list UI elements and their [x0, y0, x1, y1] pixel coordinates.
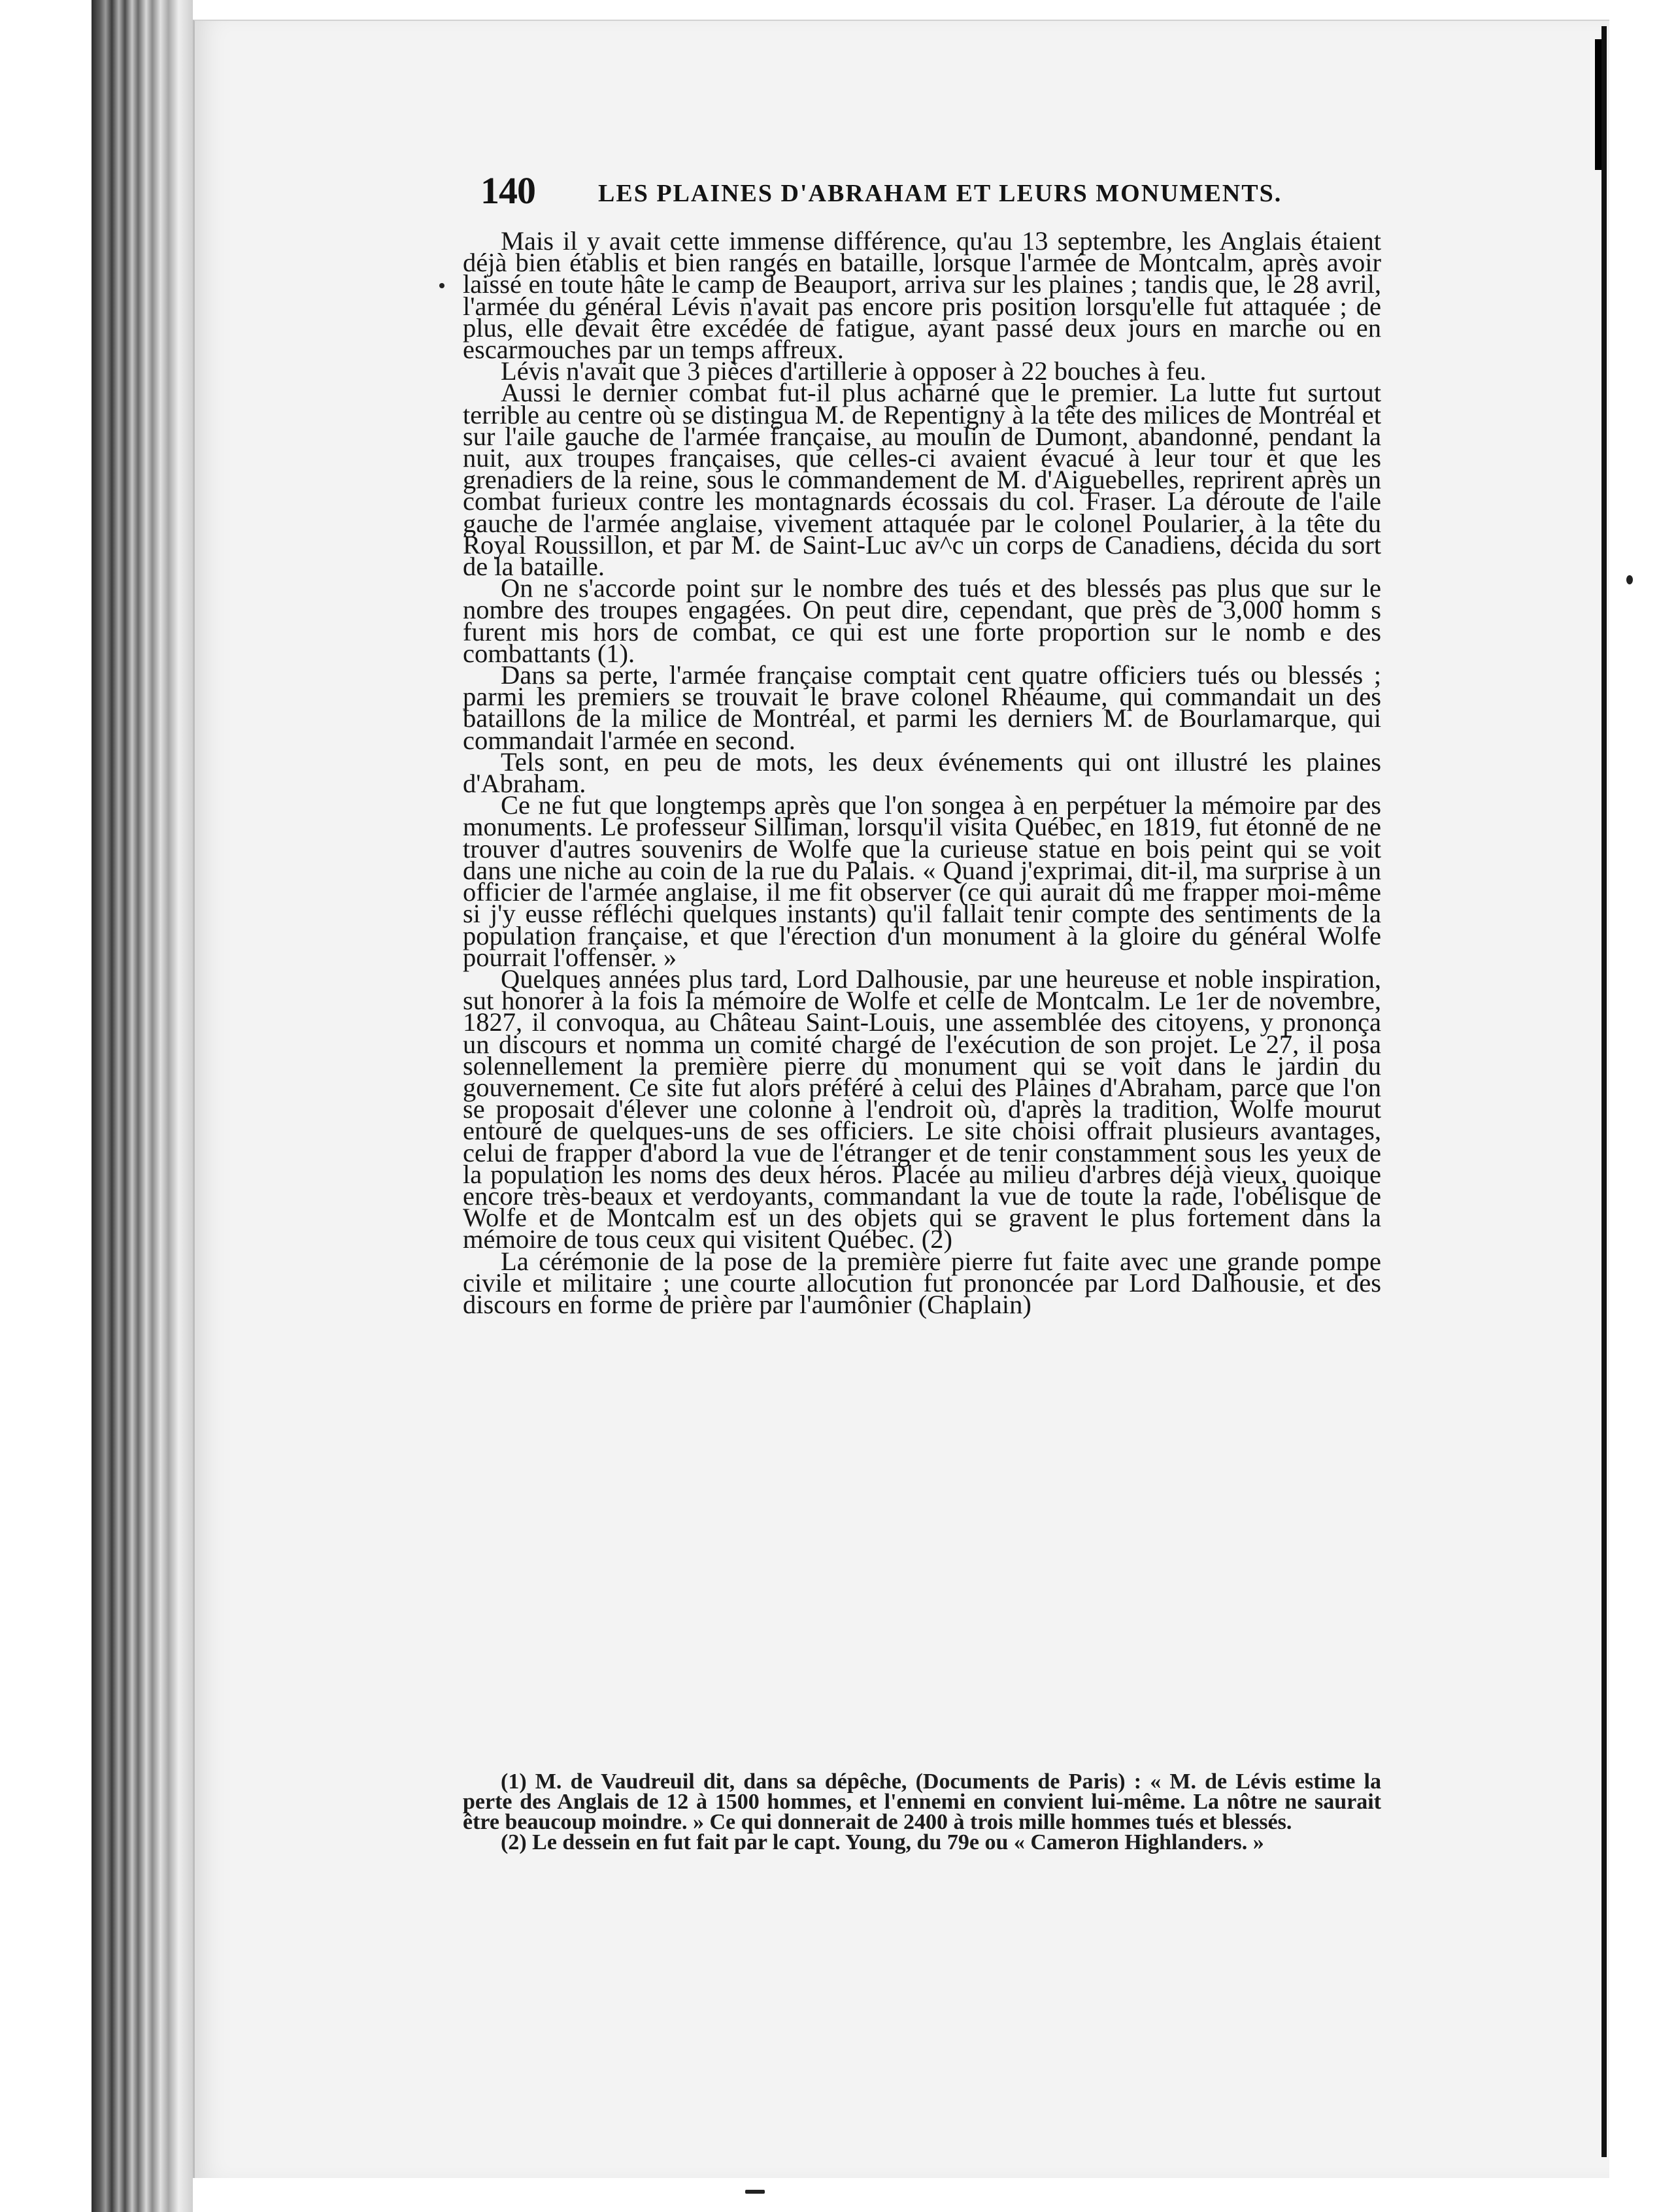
- scan-speck: [1626, 575, 1633, 584]
- body-text: [463, 226, 1381, 1319]
- scan-left-margin: [0, 0, 97, 2212]
- running-header: [480, 169, 1282, 221]
- paragraph: Ce ne fut que longtemps après que l'on songea à en perpétuer la mémoire par des monuments. Le professeur Silliman, lorsqu'il visita Québec, en 1819, fut étonné de ne trouver d'autres souvenirs de Wolfe que la curieuse statue en bois peint qui se voit dans une niche au coin de la rue du Palais. « Quand j'exprimai, dit-il, ma surprise à un officier de l'armée anglaise, il me fit observer (ce qui aurait dû me frapper moi-même si j'y eusse réfléchi quelques instants) qu'il fallait tenir compte des sentiments de la population française, et que l'érection d'un monument à la gloire du général Wolfe pourrait l'offenser. »: [463, 790, 1381, 972]
- paragraph: Quelques années plus tard, Lord Dalhousie, par une heureuse et noble inspiration, sut honorer à la fois la mémoire de Wolfe et celle de Montcalm. Le 1er de novembre, 1827, il convoqua, au Château Saint-Louis, une assemblée des citoyens, y prononça un discours et nomma un comité chargé de l'exécution de son projet. Le 27, il posa solennellement la première pierre du monument qui se voit dans le jardin du gouvernement. Ce site fut alors préféré à celui des Plaines d'Abraham, parce que l'on se proposait d'élever une colonne à l'endroit où, d'après la tradition, Wolfe mourut entouré de quelques-uns de ses officiers. Le site choisi offrait plusieurs avantages, celui de frapper d'abord la vue de l'étranger et de tenir constamment sous les yeux de la population les noms des deux héros. Placée au milieu d'arbres déjà vieux, quoique encore très-beaux et verdoyants, commandant la vue de toute la rade, l'obélisque de Wolfe et de Montcalm est un des objets qui se gravent le plus fortement dans la mémoire de tous ceux qui visitent Québec. (2): [463, 964, 1381, 1254]
- paragraph: Lévis n'avait que 3 pièces d'artillerie à opposer à 22 bouches à feu.: [501, 356, 1207, 386]
- scan-right-margin: [1609, 0, 1676, 2212]
- page-number: 140: [480, 169, 535, 212]
- scan-speck: [745, 2190, 765, 2194]
- paragraph: Tels sont, en peu de mots, les deux événements qui ont illustré les plaines d'Abraham.: [463, 746, 1381, 799]
- paragraph: On ne s'accorde point sur le nombre des tués et des blessés pas plus que sur le nombre des troupes engagées. On peut dire, cependant, que près de 3,000 homm s furent mis hors de combat, ce qui est une forte proportion sur le nomb e des combattants (1).: [463, 573, 1381, 668]
- paragraph: Aussi le dernier combat fut-il plus acharné que le premier. La lutte fut surtout terrible au centre où se distingua M. de Repentigny à la tête des milices de Montréal et sur l'aile gauche de l'armée française, au moulin de Dumont, abandonné, pendant la nuit, aux troupes françaises, que celles-ci avaient évacué à leur tour et que les grenadiers de la reine, sous le commandement de M. d'Aiguebelles, reprirent après un combat furieux contre les montagnards écossais du col. Fraser. La déroute de l'aile gauche de l'armée anglaise, vivement attaquée par le colonel Poularier, à la tête du Royal Roussillon, et par M. de Saint-Luc av^c un corps de Canadiens, décida du sort de la bataille.: [463, 378, 1381, 582]
- next-page-edge-rule: [1601, 26, 1607, 2157]
- paragraph: Mais il y avait cette immense différence, qu'au 13 septembre, les Anglais étaient déjà bien établis et bien rangés en bataille, lorsque l'armée de Montcalm, après avoir laissé en toute hâte le camp de Beauport, arriva sur les plaines ; tandis que, le 28 avril, l'armée du général Lévis n'avait pas encore pris position lorsqu'elle fut attaquée ; de plus, elle devait être excédée de fatigue, ayant passé deux jours en marche ou en escarmouches par un temps affreux.: [463, 226, 1381, 365]
- paragraph: Dans sa perte, l'armée française comptait cent quatre officiers tués ou blessés ; parmi les premiers se trouvait le brave colonel Rhéaume, qui commandait un des bataillons de la milice de Montréal, et parmi les derniers M. de Bourlamarque, qui commandait l'armée en second.: [463, 660, 1381, 755]
- book-spine-page-edges: [92, 0, 193, 2212]
- footnotes: [463, 1771, 1381, 1852]
- footnote: (2) Le dessein en fut fait par le capt. Young, du 79e ou « Cameron Highlanders. »: [501, 1830, 1264, 1854]
- footnote: (1) M. de Vaudreuil dit, dans sa dépêche, (Documents de Paris) : « M. de Lévis estime la perte des Anglais de 12 à 1500 hommes, et l'ennemi en convient lui-même. La nôtre ne saurait être beaucoup moindre. » Ce qui donnerait de 2400 à trois mille hommes tués et blessés.: [463, 1769, 1381, 1834]
- running-head-title: LES PLAINES D'ABRAHAM ET LEURS MONUMENTS.: [598, 180, 1282, 207]
- paragraph: La cérémonie de la pose de la première pierre fut faite avec une grande pompe civile et militaire ; une courte allocution fut prononcée par Lord Dalhousie, et des discours en forme de prière par l'aumônier (Chaplain): [463, 1246, 1381, 1319]
- scan-speck: [439, 283, 444, 288]
